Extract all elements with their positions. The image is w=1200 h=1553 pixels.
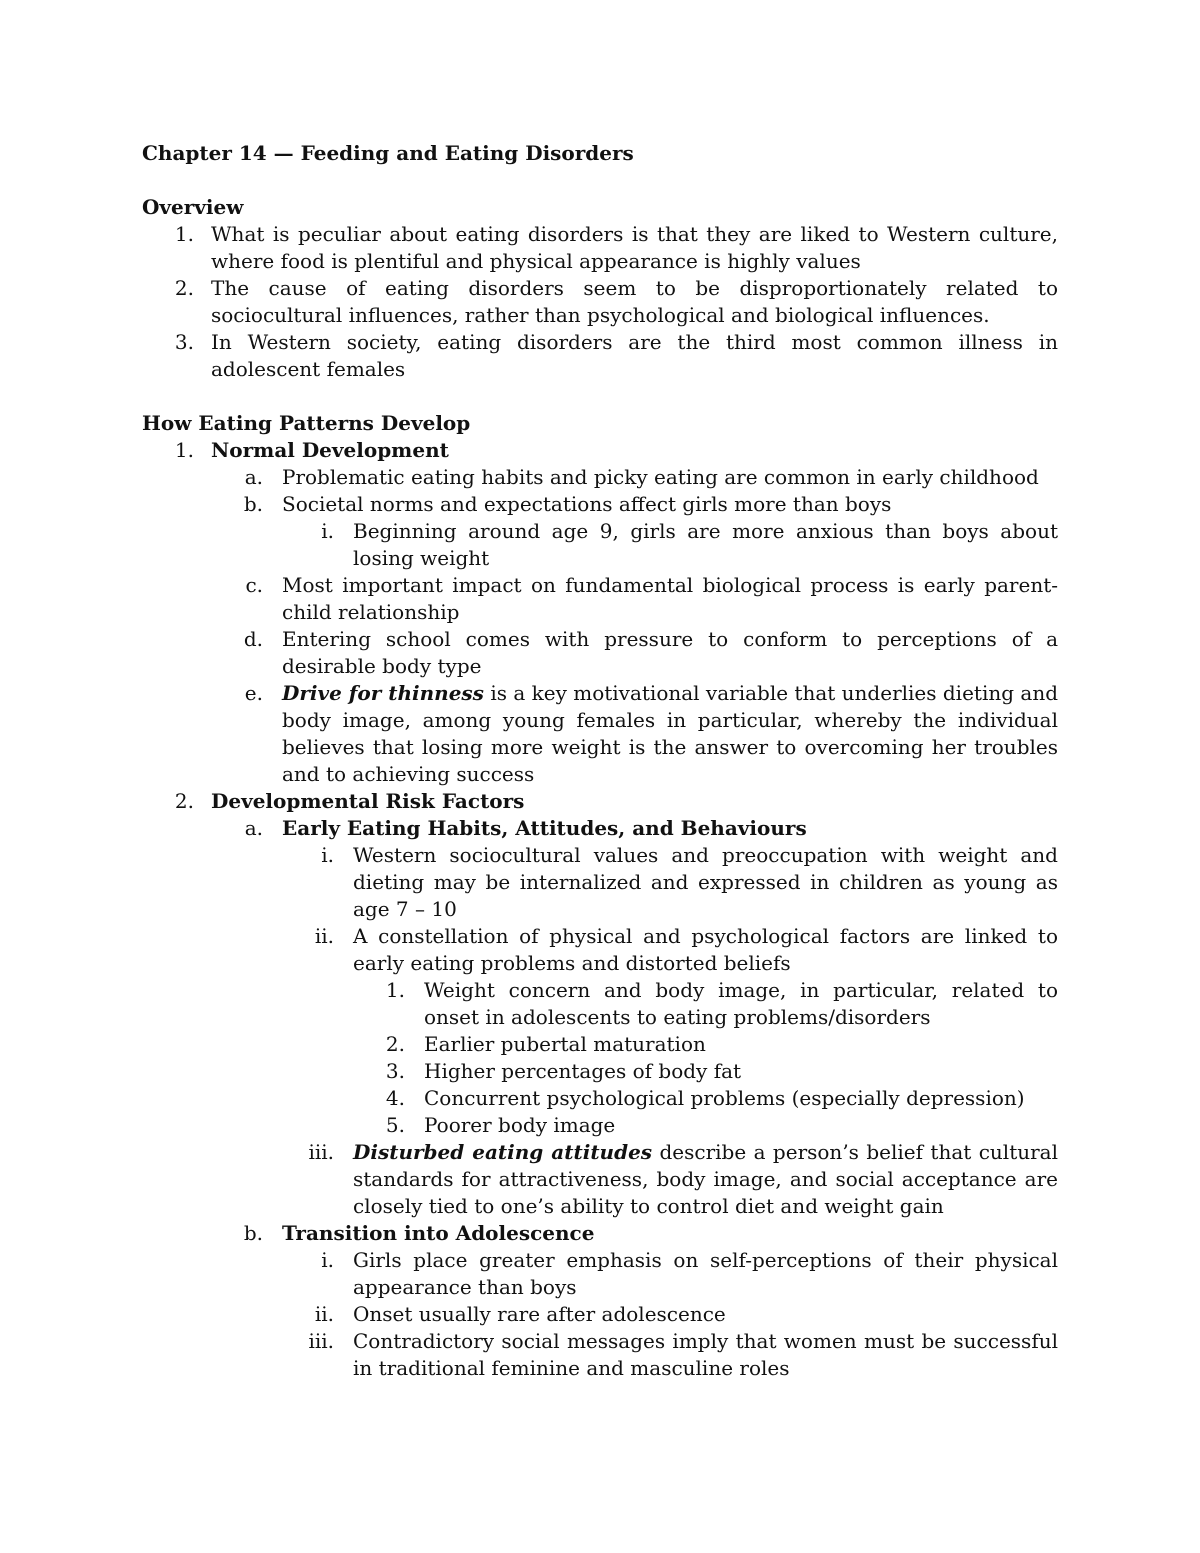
list-item-risk-factors: 2. Developmental Risk Factors a. Early Eating Habits, Attitudes, and Behaviours i. Western sociocultural values and preoccupation with weight and dieting may be internalized and expressed in children as young as age 7 – 10 ii. A constellation of physical and psychological factors are linked to early eating problems and distorted beliefs 1. Weight concern and body image, in particular, related to onset in adolescents to eating problems/disorders 2. Earlier pubertal maturation 3. Higher percentages of body fat 4. Concurrent psychological problems (especially depression) 5. Poorer body image iii. Disturbed eating attitudes describe a person’s belief that cultural standards for attractiveness, body image, and social acceptance are closely tied to one’s ability to control diet and weight gain b. Transition into Adolescence i. Girls place greater emphasis on self-perceptions of their physical appearance than boys ii. Onset usually rare after adolescence iii. Contradictory social messages imply that women must be successful in traditional feminine and masculine roles xyxy=(174,789,1058,1380)
list-item: iii. Disturbed eating attitudes describe a person’s belief that cultural standards for attractiveness, body image, and social acceptance are closely tied to one’s ability to control diet and weight gain xyxy=(308,1140,1058,1218)
list-item: i. Beginning around age 9, girls are more anxious than boys about losing weight xyxy=(321,519,1058,570)
list-item: 2. The cause of eating disorders seem to be disproportionately related to sociocultural influences, rather than psychological and biological influences. xyxy=(174,276,1058,327)
list-item-normal-development: 1. Normal Development a. Problematic eating habits and picky eating are common in early childhood b. Societal norms and expectations affect girls more than boys i. Beginning around age 9, girls are more anxious than boys about losing weight c. Most important impact on fundamental biological process is early parent-child relationship d. Entering school comes with pressure to conform to perceptions of a desirable body type e. Drive for thinness is a key motivational variable that underlies dieting and body image, among young females in particular, whereby the individual believes that losing more weight is the answer to overcoming her troubles and to achieving success xyxy=(174,438,1059,786)
document-page xyxy=(142,140,1058,1382)
sub-list xyxy=(282,1247,1058,1382)
sub-list xyxy=(282,518,1058,572)
list-item: c. Most important impact on fundamental biological process is early parent-child relationship xyxy=(245,573,1058,624)
overview-heading: Overview xyxy=(142,195,244,219)
term-drive-for-thinness: Drive for thinness xyxy=(282,681,484,705)
list-item: e. Drive for thinness is a key motivational variable that underlies dieting and body image, among young females in particular, whereby the individual believes that losing more weight is the answer to overcoming her troubles and to achieving success xyxy=(244,681,1059,786)
sub-list xyxy=(282,842,1058,1220)
patterns-heading: How Eating Patterns Develop xyxy=(142,411,471,435)
list-item: 2. Earlier pubertal maturation xyxy=(385,1032,706,1056)
list-item: ii. A constellation of physical and psychological factors are linked to early eating problems and distorted beliefs 1. Weight concern and body image, in particular, related to onset in adolescents to eating problems/disorders 2. Earlier pubertal maturation 3. Higher percentages of body fat 4. Concurrent psychological problems (especially depression) 5. Poorer body image xyxy=(314,924,1058,1137)
transition-heading: Transition into Adolescence xyxy=(282,1221,595,1245)
list-item: i. Western sociocultural values and preoccupation with weight and dieting may be internalized and expressed in children as young as age 7 – 10 xyxy=(321,843,1058,921)
early-eating-heading: Early Eating Habits, Attitudes, and Behaviours xyxy=(282,816,807,840)
list-item: 1. What is peculiar about eating disorders is that they are liked to Western culture, where food is plentiful and physical appearance is highly values xyxy=(174,222,1058,273)
list-item: 3. Higher percentages of body fat xyxy=(385,1059,742,1083)
normal-development-list xyxy=(211,464,1058,788)
list-item: 3. In Western society, eating disorders are the third most common illness in adolescent females xyxy=(174,330,1058,381)
list-item: a. Problematic eating habits and picky eating are common in early childhood xyxy=(244,465,1039,489)
normal-development-heading: Normal Development xyxy=(211,438,449,462)
list-item: b. Societal norms and expectations affect girls more than boys i. Beginning around age 9, girls are more anxious than boys about losing weight xyxy=(243,492,1058,570)
term-disturbed-eating-attitudes: Disturbed eating attitudes xyxy=(353,1140,653,1164)
list-item: a. Early Eating Habits, Attitudes, and Behaviours i. Western sociocultural values and preoccupation with weight and dieting may be internalized and expressed in children as young as age 7 – 10 ii. A constellation of physical and psychological factors are linked to early eating problems and distorted beliefs 1. Weight concern and body image, in particular, related to onset in adolescents to eating problems/disorders 2. Earlier pubertal maturation 3. Higher percentages of body fat 4. Concurrent psychological problems (especially depression) 5. Poorer body image iii. Disturbed eating attitudes describe a person’s belief that cultural standards for attractiveness, body image, and social acceptance are closely tied to one’s ability to control diet and weight gain xyxy=(244,816,1058,1218)
spacer xyxy=(142,383,1058,410)
chapter-title: Chapter 14 — Feeding and Eating Disorders xyxy=(142,141,634,165)
risk-factors-heading: Developmental Risk Factors xyxy=(211,789,525,813)
list-item: 4. Concurrent psychological problems (especially depression) xyxy=(385,1086,1025,1110)
list-item: iii. Contradictory social messages imply that women must be successful in traditional feminine and masculine roles xyxy=(308,1329,1058,1380)
overview-list xyxy=(142,221,1058,383)
list-item: i. Girls place greater emphasis on self-perceptions of their physical appearance than boys xyxy=(321,1248,1058,1299)
list-item: 5. Poorer body image xyxy=(385,1113,616,1137)
list-item: ii. Onset usually rare after adolescence xyxy=(314,1302,726,1326)
sub-list xyxy=(353,977,1058,1139)
risk-factors-list xyxy=(211,815,1058,1382)
patterns-list xyxy=(142,437,1058,1382)
list-item: b. Transition into Adolescence i. Girls place greater emphasis on self-perceptions of their physical appearance than boys ii. Onset usually rare after adolescence iii. Contradictory social messages imply that women must be successful in traditional feminine and masculine roles xyxy=(243,1221,1058,1380)
list-item: 1. Weight concern and body image, in particular, related to onset in adolescents to eating problems/disorders xyxy=(385,978,1058,1029)
list-item: d. Entering school comes with pressure to conform to perceptions of a desirable body type xyxy=(243,627,1058,678)
